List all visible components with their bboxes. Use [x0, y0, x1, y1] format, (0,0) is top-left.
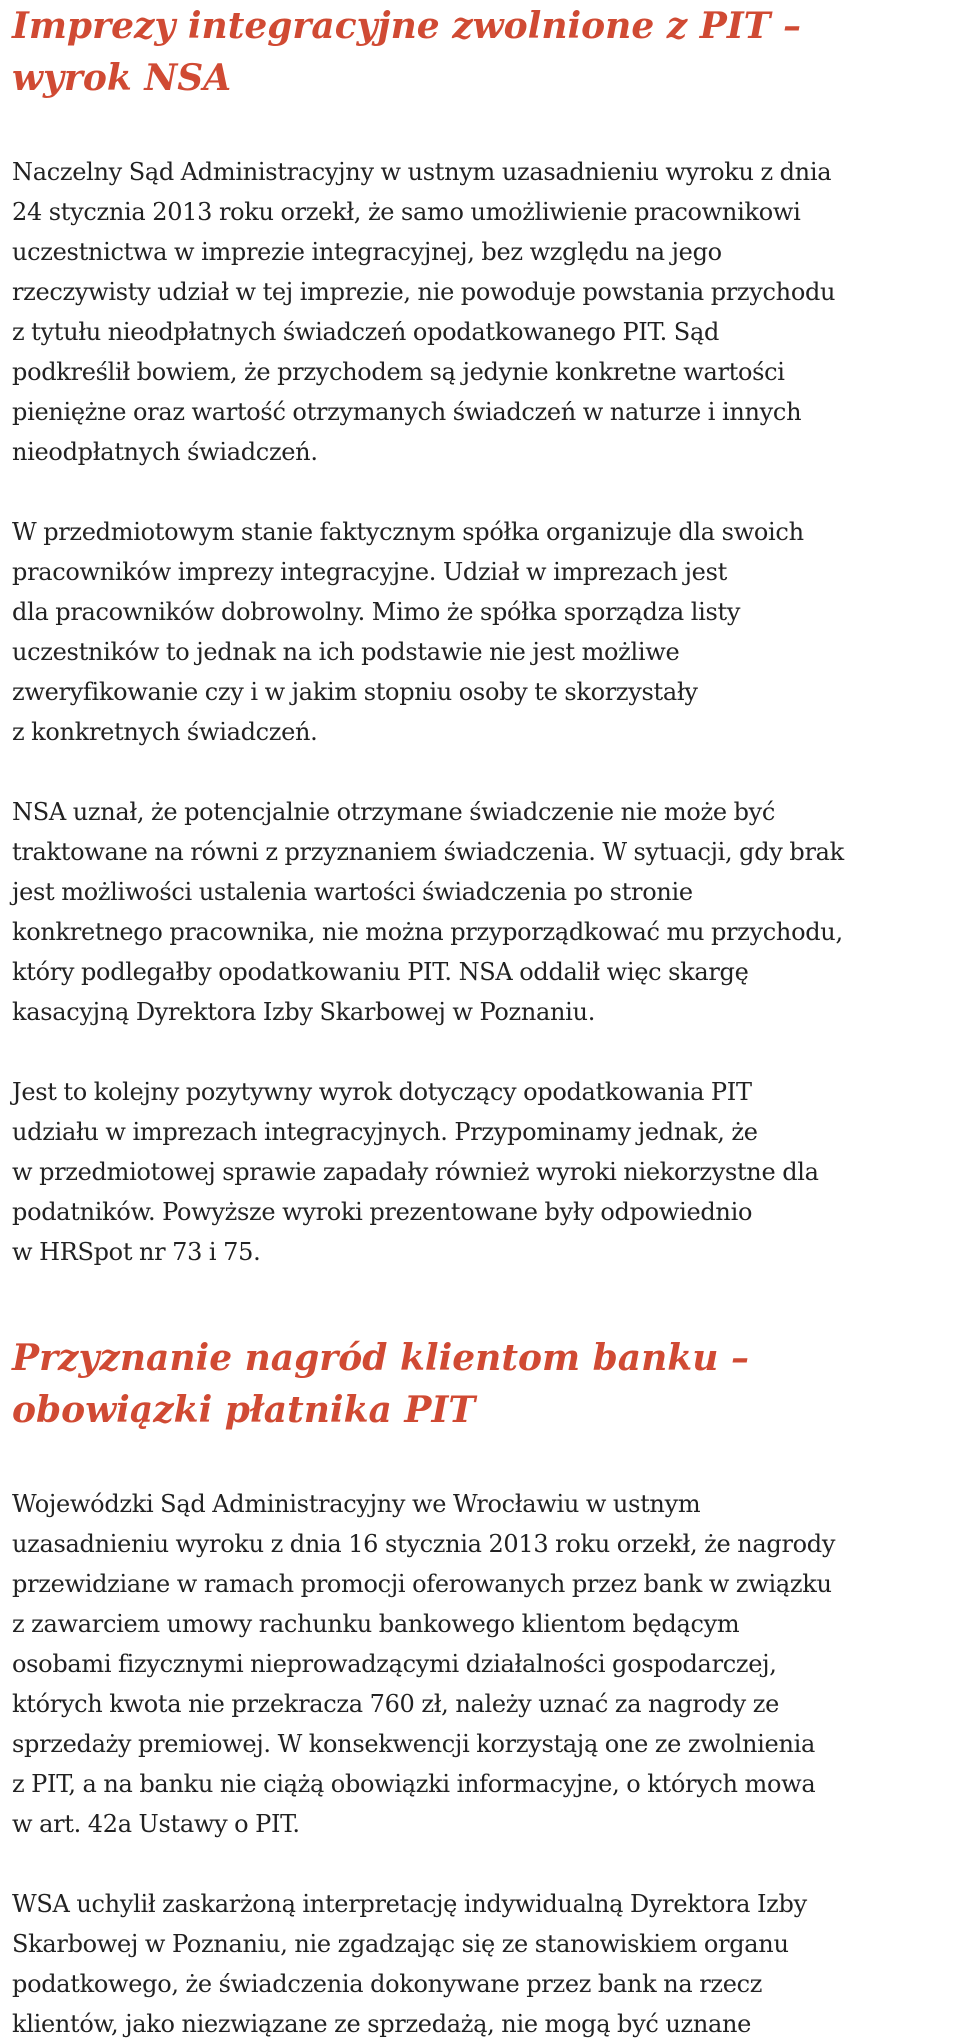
text-line: uzasadnieniu wyroku z dnia 16 stycznia 2013 roku orzekł, że nagrody [12, 1530, 836, 1558]
text-line: w art. 42a Ustawy o PIT. [12, 1810, 300, 1838]
article-section-imprezy [12, 0, 948, 1272]
text-line: podkreślił bowiem, że przychodem są jedynie konkretne wartości [12, 358, 785, 386]
heading-line: Imprezy integracyjne zwolnione z PIT – [12, 5, 801, 47]
text-line: z zawarciem umowy rachunku bankowego klientom będącym [12, 1610, 740, 1638]
text-line: traktowane na równi z przyznaniem świadczenia. W sytuacji, gdy brak [12, 838, 844, 866]
text-line: których kwota nie przekracza 760 zł, należy uznać za nagrody ze [12, 1690, 779, 1718]
text-line: podatkowego, że świadczenia dokonywane przez bank na rzecz [12, 1970, 763, 1998]
text-line: uczestnictwa w imprezie integracyjnej, bez względu na jego [12, 238, 722, 266]
paragraph [12, 792, 948, 1032]
text-line: zweryfikowanie czy i w jakim stopniu osoby te skorzystały [12, 678, 698, 706]
article-page [12, 0, 948, 2044]
text-line: dla pracowników dobrowolny. Mimo że spółka sporządza listy [12, 598, 741, 626]
text-line: pracowników imprezy integracyjne. Udział w imprezach jest [12, 558, 727, 586]
text-line: NSA uznał, że potencjalnie otrzymane świadczenie nie może być [12, 798, 776, 826]
text-line: Wojewódzki Sąd Administracyjny we Wrocławiu w ustnym [12, 1490, 701, 1518]
text-line: podatników. Powyższe wyroki prezentowane były odpowiednio [12, 1198, 753, 1226]
text-line: WSA uchylił zaskarżoną interpretację indywidualną Dyrektora Izby [12, 1890, 807, 1918]
text-line: W przedmiotowym stanie faktycznym spółka organizuje dla swoich [12, 518, 804, 546]
text-line: klientów, jako niezwiązane ze sprzedażą, nie mogą być uznane [12, 2010, 752, 2038]
text-line: osobami fizycznymi nieprowadzącymi działalności gospodarczej, [12, 1650, 777, 1678]
text-line: który podlegałby opodatkowaniu PIT. NSA oddalił więc skargę [12, 958, 749, 986]
paragraph [12, 1484, 948, 1844]
text-line: konkretnego pracownika, nie można przyporządkować mu przychodu, [12, 918, 843, 946]
text-line: jest możliwości ustalenia wartości świadczenia po stronie [12, 878, 693, 906]
text-line: Skarbowej w Poznaniu, nie zgadzając się ze stanowiskiem organu [12, 1930, 789, 1958]
text-line: w HRSpot nr 73 i 75. [12, 1238, 261, 1266]
text-line: Naczelny Sąd Administracyjny w ustnym uzasadnieniu wyroku z dnia [12, 158, 832, 186]
article-section-nagrody [12, 1332, 948, 2044]
paragraph [12, 1884, 948, 2044]
paragraph [12, 512, 948, 752]
section-heading [12, 0, 948, 104]
text-line: przewidziane w ramach promocji oferowanych przez bank w związku [12, 1570, 832, 1598]
text-line: sprzedaży premiowej. W konsekwencji korzystają one ze zwolnienia [12, 1730, 815, 1758]
text-line: w przedmiotowej sprawie zapadały również wyroki niekorzystne dla [12, 1158, 819, 1186]
heading-line: wyrok NSA [12, 57, 232, 99]
text-line: rzeczywisty udział w tej imprezie, nie powoduje powstania przychodu [12, 278, 836, 306]
heading-line: obowiązki płatnika PIT [12, 1389, 476, 1431]
paragraph [12, 1072, 948, 1272]
text-line: Jest to kolejny pozytywny wyrok dotyczący opodatkowania PIT [12, 1078, 752, 1106]
text-line: 24 stycznia 2013 roku orzekł, że samo umożliwienie pracownikowi [12, 198, 801, 226]
text-line: z PIT, a na banku nie ciążą obowiązki informacyjne, o których mowa [12, 1770, 816, 1798]
text-line: pieniężne oraz wartość otrzymanych świadczeń w naturze i innych [12, 398, 802, 426]
paragraph [12, 152, 948, 472]
text-line: z konkretnych świadczeń. [12, 718, 318, 746]
text-line: kasacyjną Dyrektora Izby Skarbowej w Poznaniu. [12, 998, 596, 1026]
text-line: udziału w imprezach integracyjnych. Przypominamy jednak, że [12, 1118, 758, 1146]
text-line: nieodpłatnych świadczeń. [12, 438, 318, 466]
section-heading [12, 1332, 948, 1436]
text-line: z tytułu nieodpłatnych świadczeń opodatkowanego PIT. Sąd [12, 318, 720, 346]
text-line: uczestników to jednak na ich podstawie nie jest możliwe [12, 638, 680, 666]
heading-line: Przyznanie nagród klientom banku – [12, 1337, 749, 1379]
